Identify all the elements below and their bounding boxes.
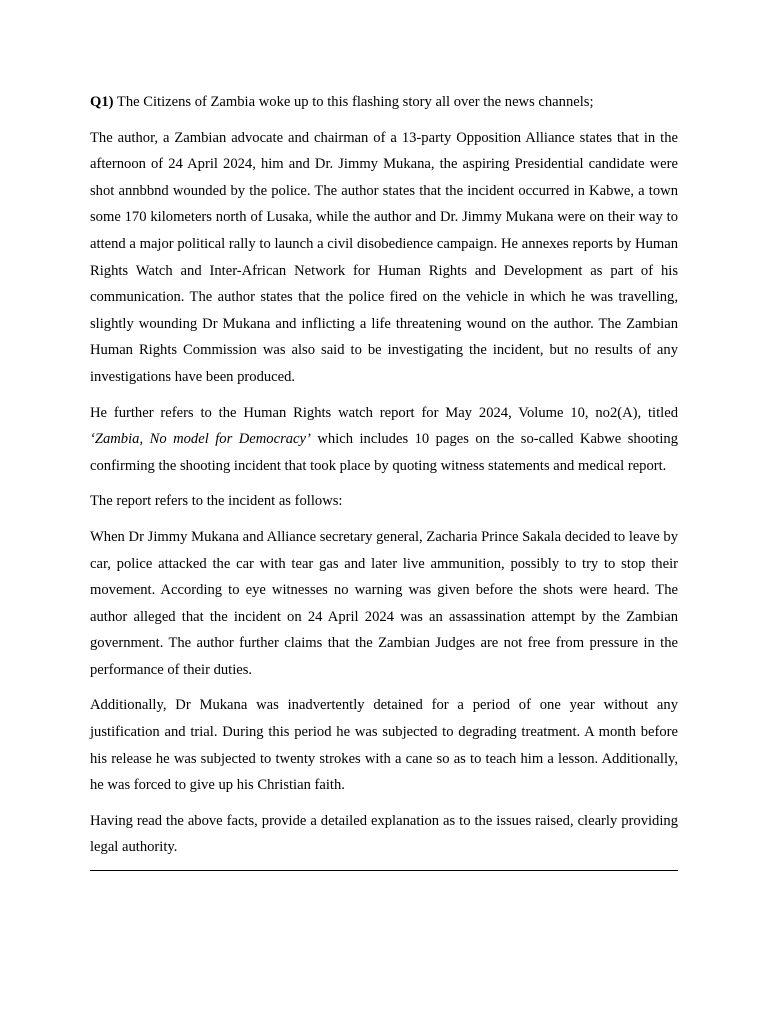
paragraph-question-instruction: Having read the above facts, provide a detailed explanation as to the issues raised, clearly providing legal authority. <box>90 812 678 856</box>
question-intro: The Citizens of Zambia woke up to this flashing story all over the news channels; <box>113 94 594 110</box>
report-reference-text: He further refers to the Human Rights watch report for May 2024, Volume 10, no2(A), titled <box>90 404 678 421</box>
question-label: Q1) <box>90 94 114 110</box>
paragraph-author-statement: The author, a Zambian advocate and chairman of a 13-party Opposition Alliance states that in the afternoon of 24 April 2024, him and Dr. Jimmy Mukana, the aspiring Presidential candidate were shot annbbnd wounded by the police. The author states that the incident occurred in Kabwe, a town some 170 kilometers north of Lusaka, while the author and Dr. Jimmy Mukana were on their way to attend a major political rally to launch a civil disobedience campaign. He annexes reports by Human Rights Watch and Inter-African Network for Human Rights and Development as part of his communication. The author states that the police fired on the vehicle in which he was travelling, slightly wounding Dr Mukana and inflicting a life threatening wound on the author. The Zambian Human Rights Commission was also said to be investigating the incident, but no results of any investigations have been produced. <box>90 129 678 385</box>
paragraph-report-reference <box>90 400 678 480</box>
report-title: ‘Zambia, No model for Democracy’ <box>90 431 311 448</box>
report-reference-continuation: which includes 10 pages on the so-called Kabwe shooting confirming the shooting incident that took place by quoting witness statements and medical report. <box>90 431 678 474</box>
paragraph-incident-account: When Dr Jimmy Mukana and Alliance secretary general, Zacharia Prince Sakala decided to leave by car, police attacked the car with tear gas and later live ammunition, possibly to try to stop their movement. According to eye witnesses no warning was given before the shots were heard. The author alleged that the incident on 24 April 2024 was an assassination attempt by the Zambian government. The author further claims that the Zambian Judges are not free from pressure in the performance of their duties. <box>90 528 678 678</box>
document-page <box>90 89 678 871</box>
horizontal-rule <box>90 870 678 871</box>
question-heading <box>90 89 678 116</box>
paragraph-report-intro: The report refers to the incident as follows: <box>90 493 343 510</box>
paragraph-detention-account: Additionally, Dr Mukana was inadvertently detained for a period of one year without any justification and trial. During this period he was subjected to degrading treatment. A month before his release he was subjected to twenty strokes with a cane so as to teach him a lesson. Additionally, he was forced to give up his Christian faith. <box>90 697 678 794</box>
